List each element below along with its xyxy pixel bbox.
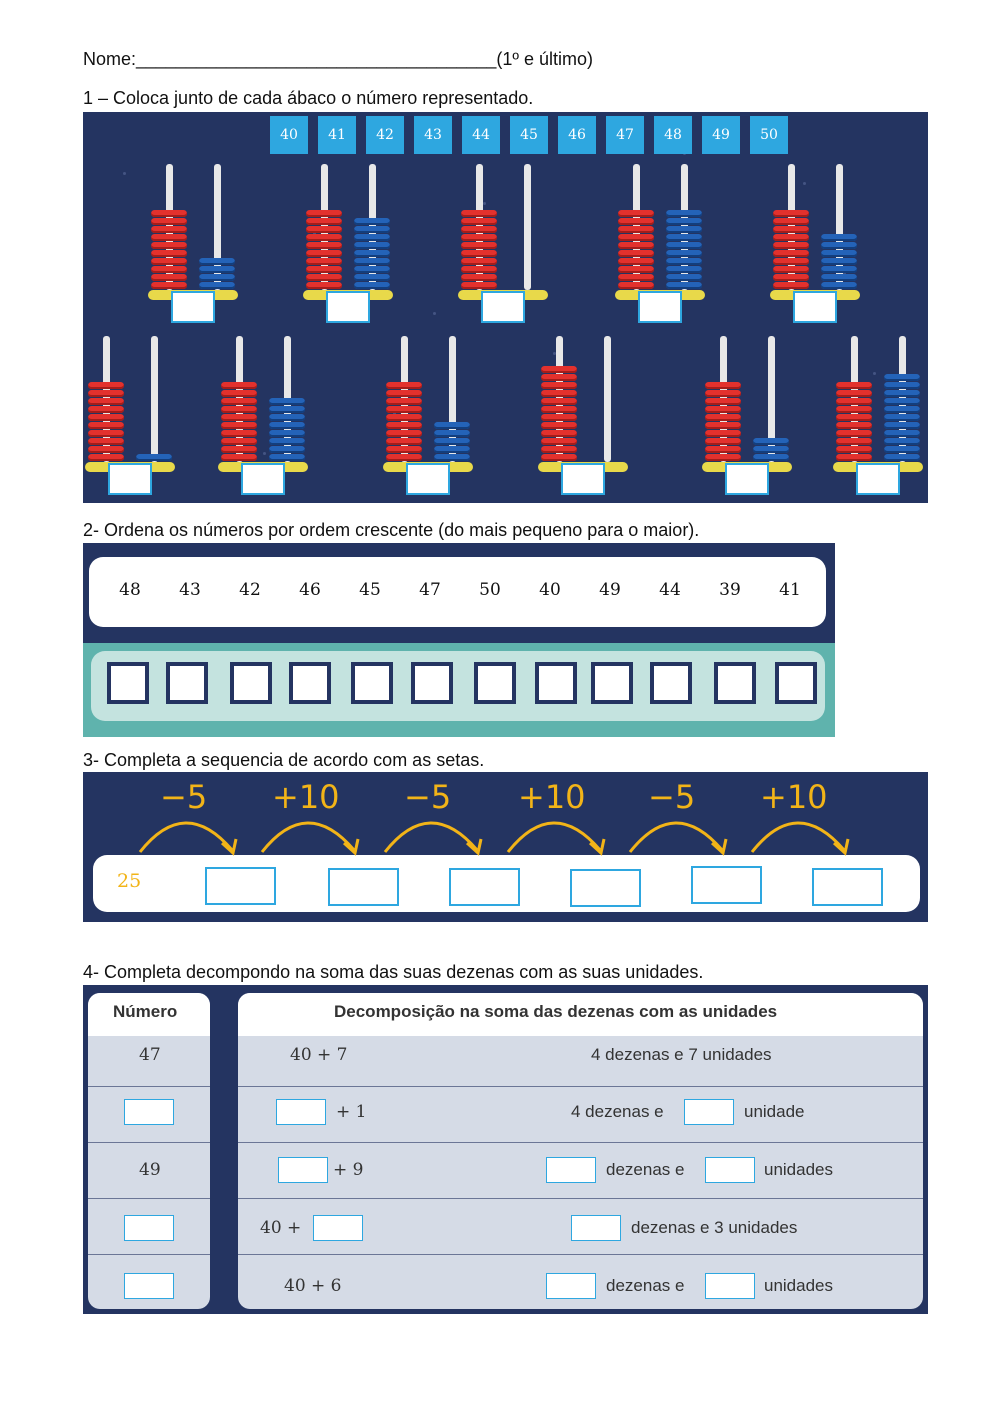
number-item: 48 (119, 580, 141, 600)
number-tile: 50 (750, 116, 788, 154)
number-answer-box[interactable] (124, 1273, 174, 1299)
units-count-box[interactable] (705, 1273, 755, 1299)
arrow-arc (630, 823, 722, 852)
operation-label: −5 (648, 778, 696, 816)
number-answer-box[interactable] (124, 1215, 174, 1241)
row-sum: 40 + (260, 1218, 302, 1238)
tens-answer-box[interactable] (276, 1099, 326, 1125)
tens-count-box[interactable] (571, 1215, 621, 1241)
row-words: unidades (764, 1276, 834, 1295)
units-count-box[interactable] (705, 1157, 755, 1183)
arrow-arc (385, 823, 477, 852)
number-column (88, 993, 210, 1309)
tens-count-box[interactable] (546, 1157, 596, 1183)
row-divider (238, 1198, 923, 1199)
number-item: 45 (359, 580, 381, 600)
row-divider (238, 1142, 923, 1143)
section2-instruction: 2- Ordena os números por ordem crescente (do mais pequeno para o maior). (83, 520, 700, 540)
row-divider (88, 1086, 210, 1087)
arrow-arc (140, 823, 232, 852)
decomposition-column (238, 993, 923, 1309)
number-item: 44 (659, 580, 681, 600)
header-number: Número (113, 1002, 178, 1021)
number-tile: 43 (414, 116, 452, 154)
sequence-answer-box[interactable] (691, 866, 762, 904)
number-answer-box[interactable] (124, 1099, 174, 1125)
units-answer-box[interactable] (684, 1099, 734, 1125)
number-tile: 49 (702, 116, 740, 154)
tens-answer-box[interactable] (278, 1157, 328, 1183)
row-divider (88, 1142, 210, 1143)
row-divider (238, 1254, 923, 1255)
operation-label: +10 (518, 778, 586, 816)
number-item: 43 (179, 580, 201, 600)
row-number: 49 (139, 1160, 161, 1180)
section4-instruction: 4- Completa decompondo na soma das suas dezenas com as suas unidades. (83, 962, 704, 982)
number-item: 39 (719, 580, 741, 600)
row-number: 47 (139, 1045, 161, 1065)
number-tile: 44 (462, 116, 500, 154)
arrow-arc (262, 823, 354, 852)
operation-label: −5 (404, 778, 452, 816)
number-item: 40 (539, 580, 561, 600)
header-decomposition: Decomposição na soma das dezenas com as unidades (334, 1002, 778, 1021)
number-tile: 46 (558, 116, 596, 154)
operation-label: −5 (160, 778, 208, 816)
sequence-answer-box[interactable] (449, 868, 520, 906)
row-words: dezenas e (606, 1160, 685, 1179)
number-tile: 42 (366, 116, 404, 154)
sequence-answer-box[interactable] (812, 868, 883, 906)
row-sum: 40 + 7 (290, 1045, 348, 1065)
sequence-answer-box[interactable] (205, 867, 276, 905)
number-tile: 48 (654, 116, 692, 154)
operation-label: +10 (760, 778, 828, 816)
arrow-arc (752, 823, 844, 852)
sequence-start: 25 (117, 870, 142, 892)
number-item: 47 (419, 580, 441, 600)
sequence-answer-box[interactable] (570, 869, 641, 907)
arrow-arc (508, 823, 600, 852)
row-words: dezenas e (606, 1276, 685, 1295)
number-tile: 45 (510, 116, 548, 154)
row-words: unidades (764, 1160, 834, 1179)
number-tile: 47 (606, 116, 644, 154)
operation-label: +10 (272, 778, 340, 816)
section1-instruction: 1 – Coloca junto de cada ábaco o número representado. (83, 88, 534, 108)
name-line: Nome:____________________________________(1º e último) (83, 49, 594, 69)
row-divider (88, 1254, 210, 1255)
number-item: 49 (599, 580, 621, 600)
row-sum: + 9 (333, 1160, 364, 1180)
decomposition-panel (83, 985, 928, 1314)
number-tile: 41 (318, 116, 356, 154)
row-words: dezenas e 3 unidades (631, 1218, 798, 1237)
number-item: 42 (239, 580, 261, 600)
section3-instruction: 3- Completa a sequencia de acordo com as setas. (83, 750, 485, 770)
number-item: 46 (299, 580, 321, 600)
number-tile: 40 (270, 116, 308, 154)
row-sum: 40 + 6 (284, 1276, 342, 1296)
row-words: unidade (744, 1102, 805, 1121)
row-words: 4 dezenas e 7 unidades (591, 1045, 772, 1064)
row-divider (238, 1086, 923, 1087)
tens-count-box[interactable] (546, 1273, 596, 1299)
row-words: 4 dezenas e (571, 1102, 664, 1121)
number-item: 50 (479, 580, 501, 600)
row-divider (88, 1198, 210, 1199)
number-item: 41 (779, 580, 801, 600)
row-sum: + 1 (336, 1102, 367, 1122)
sequence-answer-box[interactable] (328, 868, 399, 906)
units-answer-box[interactable] (313, 1215, 363, 1241)
